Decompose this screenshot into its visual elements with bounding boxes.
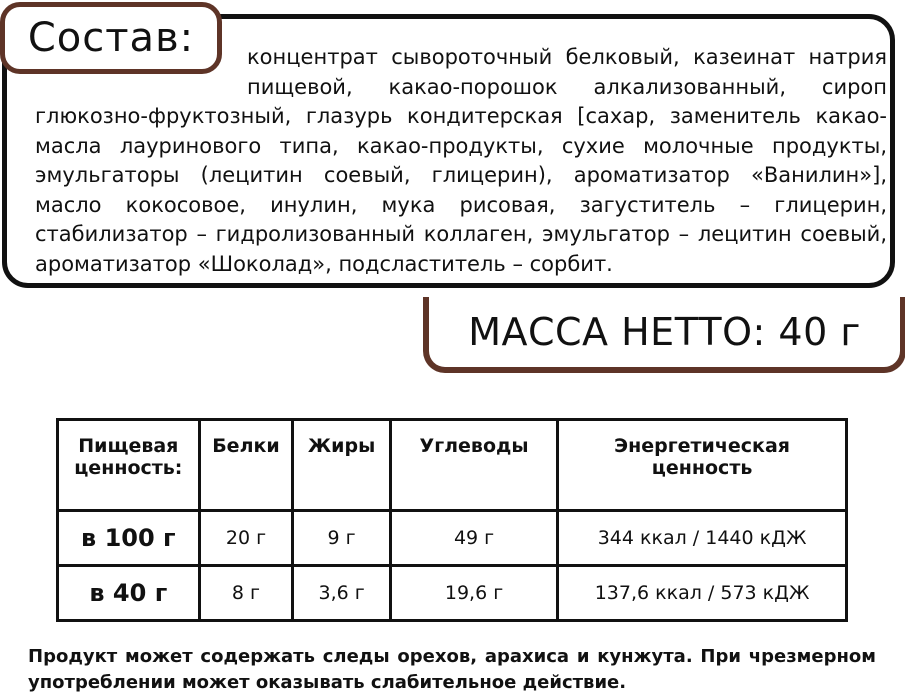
table-row (58, 566, 847, 621)
energy-value: 344 ккал / 1440 кДЖ (558, 511, 847, 566)
header-cell-fat: Жиры (293, 420, 391, 511)
net-weight-box (423, 297, 905, 373)
carbs-value: 19,6 г (390, 566, 557, 621)
composition-title: Состав: (27, 15, 195, 61)
header-cell-nutrition-value: Пищевая ценность: (58, 420, 200, 511)
allergen-warning: Продукт может содержать следы орехов, арахиса и кунжута. При чрезмерном употреблении может оказывать слабительное действие. (28, 646, 876, 693)
carbs-value: 49 г (390, 511, 557, 566)
composition-title-box (0, 2, 222, 74)
nutrition-table (56, 418, 848, 622)
header-cell-protein: Белки (199, 420, 293, 511)
table-row (58, 511, 847, 566)
nutrition-header-row (58, 420, 847, 511)
header-cell-carbs: Углеводы (390, 420, 557, 511)
row-label: в 40 г (58, 566, 200, 621)
fat-value: 9 г (293, 511, 391, 566)
header-cell-energy: Энергетическая ценность (558, 420, 847, 511)
net-weight: МАССА НЕТТО: 40 г (468, 310, 861, 354)
row-label: в 100 г (58, 511, 200, 566)
energy-value: 137,6 ккал / 573 кДЖ (558, 566, 847, 621)
protein-value: 20 г (199, 511, 293, 566)
fat-value: 3,6 г (293, 566, 391, 621)
composition-text: концентрат сывороточный белковый, казеинат натрия пищевой, какао-порошок алкализованный, сироп глюкозно-фруктозный, глазурь кондитерская [сахар, заменитель какао-масла лауринового типа, какао-продукты, сухие молочные продукты, эмульгаторы (лецитин соевый, глицерин), ароматизатор «Ванилин»], масло кокосовое, инулин, мука рисовая, загуститель – глицерин, стабилизатор – гидролизованный коллаген, эмульгатор – лецитин соевый, ароматизатор «Шоколад», подсластитель – сорбит. (35, 45, 887, 276)
protein-value: 8 г (199, 566, 293, 621)
